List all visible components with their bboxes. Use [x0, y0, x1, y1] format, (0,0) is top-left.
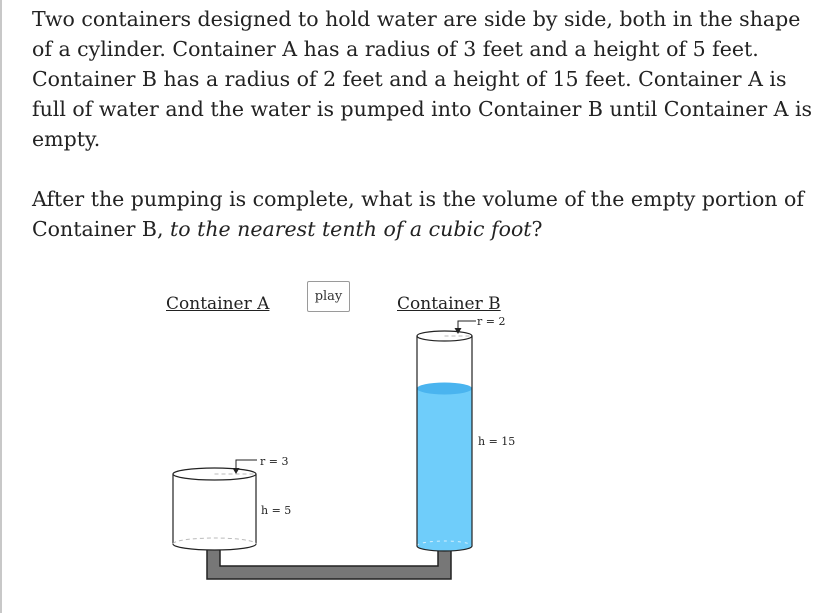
container-a [173, 455, 291, 550]
container-b-title: Container B [397, 294, 501, 314]
container-b-radius-label: r = 2 [477, 315, 506, 328]
container-b-water [417, 389, 472, 547]
question-paragraph-2-end: ? [531, 217, 543, 241]
container-b-height-label: h = 15 [478, 435, 516, 448]
question-paragraph-1: Two containers designed to hold water are side by side, both in the shape of a cylinder. Container A has a radius of 3 feet and a height of 5 feet. Container B has a radius of 2 feet and a height of 15 feet. Container A is full of water and the water is pumped into Container B until Container A is empty. [32, 7, 813, 151]
container-a-radius-label: r = 3 [260, 455, 289, 468]
container-b [417, 315, 515, 551]
container-b-water-surface [417, 383, 472, 395]
container-a-title: Container A [166, 294, 270, 314]
play-button[interactable]: play [307, 281, 350, 312]
container-a-height-label: h = 5 [261, 504, 292, 517]
connecting-pipe [207, 546, 451, 579]
question-paragraph-2-start: After the pumping is complete, what is the volume of the empty portion of Container B, [32, 187, 804, 241]
question-paragraph-2-italic: to the nearest tenth of a cubic foot [170, 217, 532, 241]
